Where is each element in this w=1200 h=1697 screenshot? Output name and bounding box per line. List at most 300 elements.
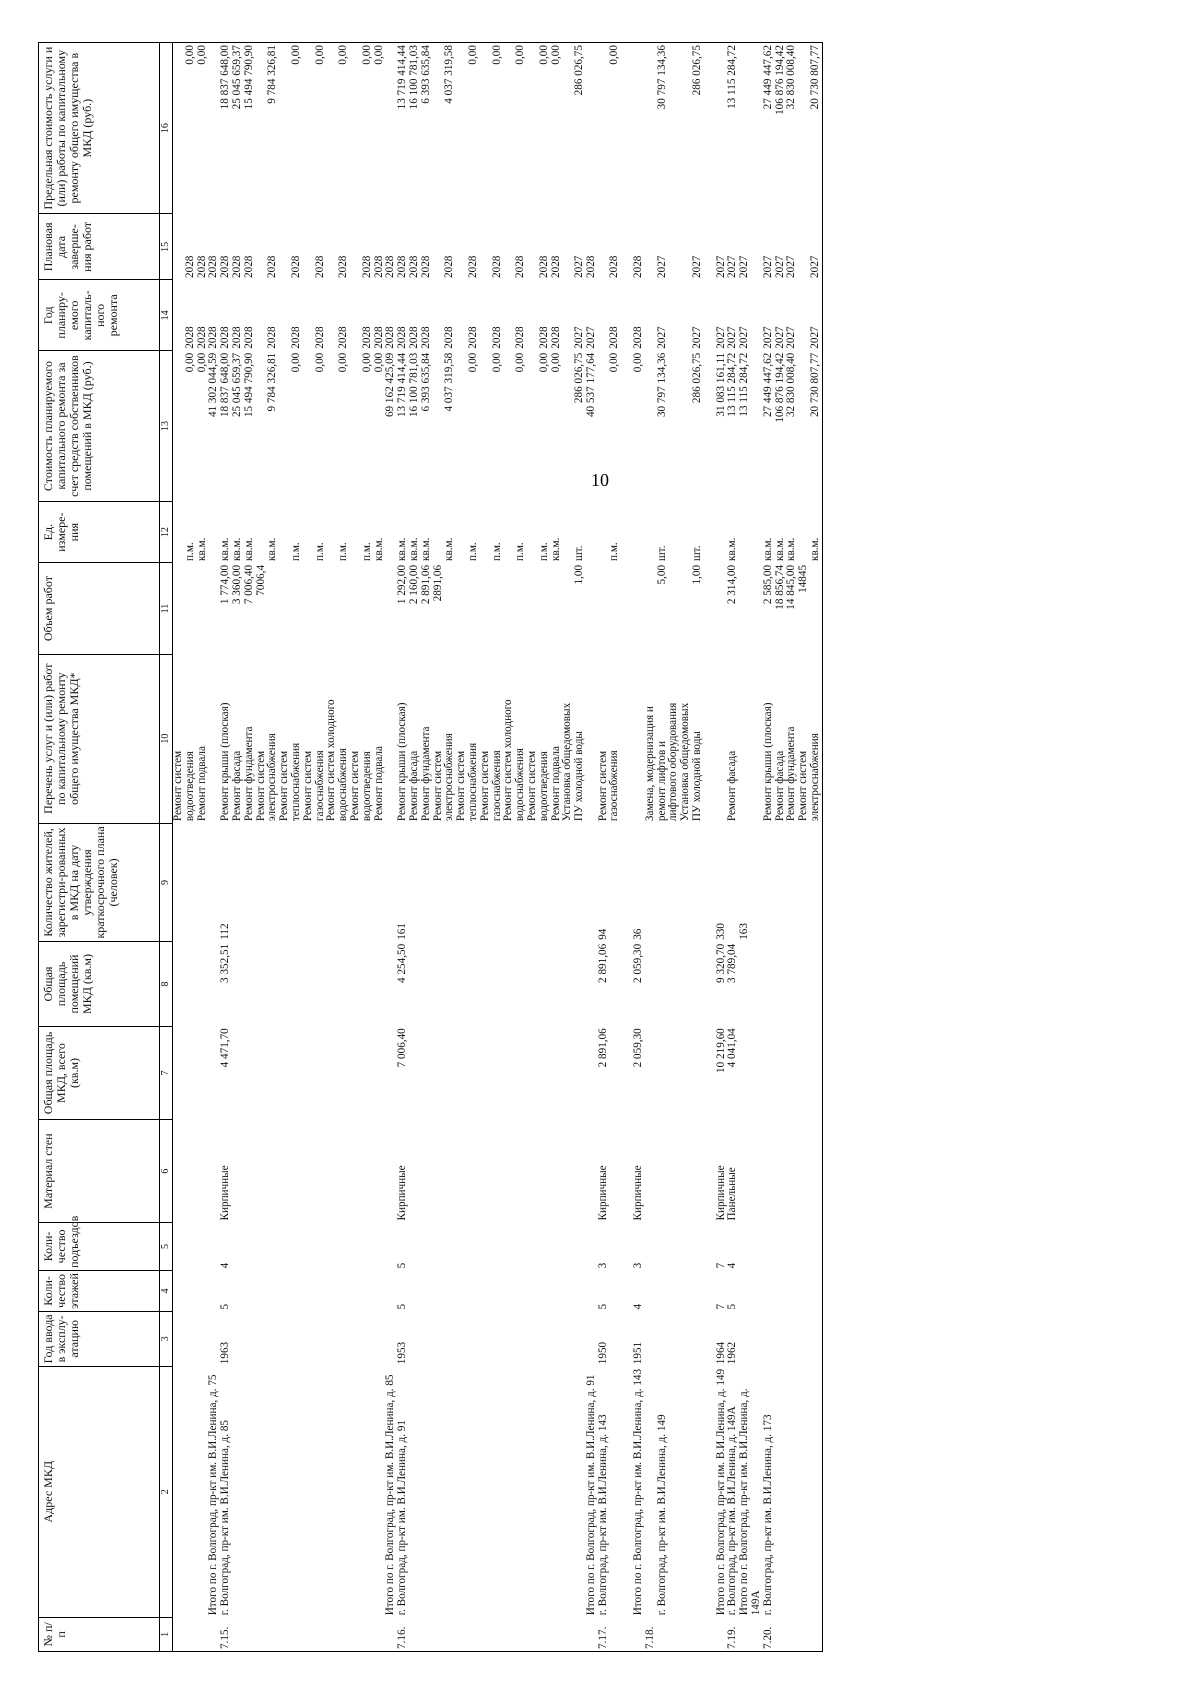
table-cell: [291, 1222, 303, 1270]
table-cell: 0,00: [185, 43, 197, 214]
table-cell: [598, 563, 610, 654]
table-cell: [551, 1311, 563, 1366]
table-cell: [480, 351, 492, 502]
table-cell: [374, 1120, 386, 1223]
table-cell: [409, 1222, 421, 1270]
table-cell: [173, 280, 185, 351]
table-cell: [444, 563, 456, 654]
table-cell: [692, 1366, 704, 1617]
table-cell: [315, 1120, 327, 1223]
table-row: [775, 43, 787, 1652]
table-cell: [338, 1366, 350, 1617]
column-number: 6: [160, 1120, 173, 1223]
column-number: 15: [160, 214, 173, 280]
table-row: [397, 43, 409, 1652]
table-cell: 2027: [773, 326, 786, 349]
table-cell: [621, 351, 633, 502]
table-cell: [527, 1311, 539, 1366]
table-cell: [468, 823, 480, 942]
table-cell: [503, 1617, 515, 1651]
table-cell: [291, 1366, 303, 1617]
table-cell: 15 494 790,90: [244, 43, 256, 214]
table-cell: [515, 1366, 527, 1617]
table-cell: [739, 563, 751, 654]
table-row: [326, 43, 338, 1652]
table-cell: [645, 43, 657, 214]
table-cell: [503, 942, 515, 1026]
table-cell: [668, 1222, 680, 1270]
table-cell: 13 115 284,72: [726, 352, 739, 417]
table-cell: Итого по г. Волгоград, пр-кт им. В.И.Ленина, д.: [738, 1388, 751, 1616]
table-cell: [609, 1222, 621, 1270]
table-cell: Ремонт систем: [455, 750, 468, 822]
table-cell: [551, 1120, 563, 1223]
table-cell: [244, 1311, 256, 1366]
table-cell: 7 006,40: [396, 1028, 409, 1068]
table-cell: [586, 1311, 598, 1366]
table-cell: 2028: [337, 255, 350, 278]
table-cell: [692, 1617, 704, 1651]
table-cell: [810, 1617, 822, 1651]
table-cell: 2028: [183, 326, 196, 349]
table-cell: [197, 1617, 209, 1651]
table-cell: г. Волгоград, пр-кт им. В.И.Ленина, д. 173: [761, 1414, 774, 1616]
table-cell: [609, 563, 621, 654]
table-cell: 2 891,06: [596, 1028, 609, 1068]
table-cell: [692, 1120, 704, 1223]
table-cell: [810, 823, 822, 942]
table-cell: [244, 942, 256, 1026]
table-cell: 18 837 648,00: [219, 352, 232, 418]
table-row: [539, 43, 551, 1652]
table-cell: 0,00: [289, 352, 302, 373]
table-cell: [586, 1270, 598, 1311]
table-cell: [362, 1222, 374, 1270]
table-cell: 2028: [242, 326, 255, 349]
table-cell: [775, 1270, 787, 1311]
table-cell: [291, 563, 303, 654]
table-cell: [668, 351, 680, 502]
table-cell: [173, 1120, 185, 1223]
table-cell: 5: [219, 1303, 232, 1310]
table-cell: 4: [726, 1262, 739, 1269]
table-cell: 27 449 447,62: [761, 352, 774, 418]
table-cell: водоснабжения: [337, 748, 350, 822]
table-cell: [739, 1270, 751, 1311]
table-cell: [798, 1366, 810, 1617]
table-cell: [657, 942, 669, 1026]
table-cell: 106 876 194,42: [773, 352, 786, 423]
table-cell: [609, 942, 621, 1026]
table-cell: 18 837 648,00: [220, 43, 232, 214]
table-cell: водоотведения: [537, 751, 550, 822]
table-cell: [680, 1270, 692, 1311]
table-cell: [739, 942, 751, 1026]
table-cell: [173, 1270, 185, 1311]
table-cell: [480, 1222, 492, 1270]
table-cell: кв.м.: [195, 537, 208, 561]
table-cell: [668, 1270, 680, 1311]
table-cell: [409, 942, 421, 1026]
table-cell: [680, 823, 692, 942]
column-number: 3: [160, 1311, 173, 1366]
table-cell: [751, 1026, 763, 1120]
table-cell: 7: [714, 1303, 727, 1310]
table-cell: [692, 1026, 704, 1120]
table-cell: 2028: [337, 326, 350, 349]
table-cell: [421, 1026, 433, 1120]
table-cell: ПУ холодной воды: [691, 731, 704, 822]
table-cell: [739, 43, 751, 214]
table-cell: [480, 1617, 492, 1651]
table-cell: [433, 1617, 445, 1651]
table-cell: [574, 1026, 586, 1120]
table-cell: [751, 1311, 763, 1366]
table-cell: [350, 1366, 362, 1617]
table-cell: [326, 43, 338, 214]
table-cell: 5: [596, 1303, 609, 1310]
table-cell: [444, 942, 456, 1026]
table-row: [444, 43, 456, 1652]
table-cell: [456, 1617, 468, 1651]
table-cell: [315, 1026, 327, 1120]
table-cell: 7.16.: [397, 1617, 409, 1651]
table-cell: [763, 823, 775, 942]
table-cell: 1951: [632, 1341, 645, 1365]
table-cell: 2028: [195, 326, 208, 349]
table-cell: 18 856,74: [773, 564, 786, 610]
table-cell: Кирпичные: [219, 1165, 232, 1221]
table-cell: [362, 942, 374, 1026]
table-cell: [433, 823, 445, 942]
table-cell: [551, 942, 563, 1026]
table-cell: [421, 1222, 433, 1270]
table-row: [680, 43, 692, 1652]
table-cell: [480, 501, 492, 563]
table-cell: [645, 351, 657, 502]
rotated-table-wrapper: [38, 42, 1200, 1652]
table-cell: 2028: [407, 326, 420, 349]
table-cell: 2027: [738, 326, 751, 349]
table-cell: [704, 1120, 716, 1223]
table-cell: [232, 1026, 244, 1120]
table-cell: [492, 823, 504, 942]
column-number: 7: [160, 1026, 173, 1120]
table-cell: 2028: [490, 255, 503, 278]
table-row: [492, 43, 504, 1652]
table-cell: п.м.: [360, 542, 373, 561]
table-cell: [291, 942, 303, 1026]
table-cell: 0,00: [551, 43, 563, 214]
table-cell: [798, 1311, 810, 1366]
table-cell: [680, 1366, 692, 1617]
table-cell: [763, 942, 775, 1026]
table-cell: [374, 1311, 386, 1366]
table-cell: Ремонт систем: [348, 750, 361, 822]
table-cell: [786, 1222, 798, 1270]
table-cell: 1950: [596, 1341, 609, 1365]
table-cell: [633, 43, 645, 214]
table-cell: 2 059,30: [632, 943, 645, 983]
table-cell: [303, 43, 315, 214]
table-cell: [645, 563, 657, 654]
table-row: [751, 43, 763, 1652]
table-cell: [267, 1270, 279, 1311]
table-cell: [668, 214, 680, 280]
table-cell: [586, 654, 598, 823]
table-cell: [256, 1311, 268, 1366]
table-cell: [244, 1120, 256, 1223]
table-cell: [574, 1120, 586, 1223]
table-cell: [798, 1617, 810, 1651]
table-cell: [480, 214, 492, 280]
table-cell: [315, 823, 327, 942]
table-cell: 0,00: [315, 43, 327, 214]
table-cell: [586, 942, 598, 1026]
table-cell: [645, 1222, 657, 1270]
table-cell: [303, 1270, 315, 1311]
table-cell: [326, 1617, 338, 1651]
table-cell: [303, 1366, 315, 1617]
table-cell: [468, 1026, 480, 1120]
table-cell: Ремонт подвала: [195, 746, 208, 822]
table-cell: [492, 1120, 504, 1223]
table-cell: [810, 1270, 822, 1311]
table-cell: г. Волгоград, пр-кт им. В.И.Ленина, д. 91: [396, 1419, 409, 1616]
table-cell: [468, 1270, 480, 1311]
column-number: 13: [160, 351, 173, 502]
table-cell: [480, 942, 492, 1026]
table-cell: 20 730 807,77: [810, 351, 822, 502]
table-cell: [704, 563, 716, 654]
table-cell: [279, 1222, 291, 1270]
table-cell: 2 585,00: [761, 564, 774, 605]
table-cell: Ремонт фундамента: [785, 726, 798, 822]
table-cell: [633, 563, 645, 654]
table-cell: 0,00: [195, 352, 208, 373]
table-cell: 2027: [810, 214, 822, 280]
table-cell: [657, 1026, 669, 1120]
table-cell: 9 320,70: [714, 943, 727, 983]
table-row: [385, 43, 397, 1652]
table-row: [515, 43, 527, 1652]
table-cell: [303, 1617, 315, 1651]
table-cell: [244, 1026, 256, 1120]
table-cell: [256, 1222, 268, 1270]
table-cell: [232, 942, 244, 1026]
table-cell: 7: [714, 1262, 727, 1269]
column-header: № п/п: [39, 1617, 160, 1651]
table-cell: [350, 563, 362, 654]
table-cell: [303, 501, 315, 563]
table-cell: 2027: [573, 326, 586, 349]
table-cell: [256, 1270, 268, 1311]
table-cell: [232, 1120, 244, 1223]
table-cell: [657, 823, 669, 942]
table-cell: [303, 351, 315, 502]
table-cell: 2028: [490, 326, 503, 349]
table-cell: Ремонт систем холодного: [325, 699, 338, 822]
table-row: [315, 43, 327, 1652]
table-cell: [444, 1026, 456, 1120]
table-cell: 36: [632, 928, 645, 940]
table-cell: водоснабжения: [514, 748, 527, 822]
table-cell: [539, 1120, 551, 1223]
table-cell: 13 719 414,44: [397, 43, 409, 214]
table-cell: [562, 1366, 574, 1617]
table-cell: [185, 1366, 197, 1617]
table-cell: г. Волгоград, пр-кт им. В.И.Ленина, д. 149: [655, 1414, 668, 1616]
table-cell: [480, 280, 492, 351]
table-cell: [456, 1270, 468, 1311]
table-cell: 7.20.: [763, 1617, 775, 1651]
table-cell: 4: [632, 1303, 645, 1310]
table-cell: 0,00: [514, 352, 527, 373]
table-cell: 2027: [785, 326, 798, 349]
table-cell: [551, 1366, 563, 1617]
table-cell: [539, 1222, 551, 1270]
table-cell: [444, 1366, 456, 1617]
table-cell: Ремонт фасада: [407, 750, 420, 822]
table-cell: [598, 43, 610, 214]
table-cell: Панельные: [726, 1167, 739, 1221]
table-cell: [256, 1120, 268, 1223]
table-cell: 2027: [761, 255, 774, 278]
table-cell: [786, 1026, 798, 1120]
table-cell: 2027: [761, 326, 774, 349]
table-cell: [574, 1311, 586, 1366]
table-cell: [645, 1270, 657, 1311]
table-cell: [668, 942, 680, 1026]
table-cell: [267, 563, 279, 654]
table-cell: [775, 1311, 787, 1366]
table-cell: [692, 942, 704, 1026]
table-cell: [810, 1311, 822, 1366]
table-cell: 2027: [738, 255, 751, 278]
table-cell: [444, 1120, 456, 1223]
table-cell: [786, 1617, 798, 1651]
table-cell: [197, 942, 209, 1026]
table-cell: 3 789,04: [726, 943, 739, 983]
table-cell: [551, 1026, 563, 1120]
table-cell: [668, 1617, 680, 1651]
table-cell: 0,00: [197, 43, 209, 214]
table-cell: [173, 1617, 185, 1651]
table-cell: [279, 43, 291, 214]
table-cell: [551, 1617, 563, 1651]
table-cell: [786, 1120, 798, 1223]
table-cell: [338, 1026, 350, 1120]
table-cell: п.м.: [466, 542, 479, 561]
table-cell: [362, 563, 374, 654]
table-cell: Ремонт систем: [278, 750, 291, 822]
table-cell: [303, 1222, 315, 1270]
table-cell: [492, 563, 504, 654]
table-cell: [350, 1270, 362, 1311]
table-row: [421, 43, 433, 1652]
table-cell: 2028: [632, 255, 645, 278]
table-cell: 2028: [207, 326, 220, 349]
table-cell: 7.18.: [645, 1617, 657, 1651]
table-cell: [515, 1311, 527, 1366]
table-cell: [680, 1222, 692, 1270]
table-cell: [668, 43, 680, 214]
table-cell: [668, 563, 680, 654]
table-cell: ремонт лифтов и: [655, 740, 668, 822]
table-cell: 0,00: [291, 43, 303, 214]
table-cell: [338, 1120, 350, 1223]
table-cell: Итого по г. Волгоград, пр-кт им. В.И.Ленина, д. 75: [207, 1374, 220, 1616]
table-cell: [704, 43, 716, 214]
table-cell: [503, 823, 515, 942]
table-cell: 0,00: [539, 43, 551, 214]
table-cell: 2027: [726, 326, 739, 349]
table-cell: [527, 1366, 539, 1617]
table-cell: [492, 1026, 504, 1120]
table-cell: Итого по г. Волгоград, пр-кт им. В.И.Ленина, д. 149: [714, 1368, 727, 1616]
table-cell: 2028: [549, 326, 562, 349]
table-cell: 2027: [726, 255, 739, 278]
table-cell: [763, 1120, 775, 1223]
table-cell: п.м.: [608, 542, 621, 561]
table-cell: [480, 1026, 492, 1120]
table-cell: [503, 351, 515, 502]
table-cell: 16 100 781,03: [409, 43, 421, 214]
column-number: 2: [160, 1366, 173, 1617]
table-cell: 9 784 326,81: [266, 352, 279, 412]
table-cell: [267, 1366, 279, 1617]
table-cell: 0,00: [372, 352, 385, 373]
table-cell: г. Волгоград, пр-кт им. В.И.Ленина, д. 85: [219, 1419, 232, 1616]
table-row: [244, 43, 256, 1652]
table-cell: [562, 1026, 574, 1120]
table-cell: [232, 1617, 244, 1651]
table-cell: [657, 1120, 669, 1223]
table-cell: г. Волгоград, пр-кт им. В.И.Ленина, д. 143: [596, 1414, 609, 1616]
column-header: Коли-чество этажей: [39, 1270, 160, 1311]
table-row: [291, 43, 303, 1652]
table-cell: [586, 43, 598, 214]
table-cell: [539, 1026, 551, 1120]
table-cell: [621, 1617, 633, 1651]
table-row: [598, 43, 610, 1652]
table-cell: 1,00: [691, 564, 704, 585]
table-row: [763, 43, 775, 1652]
table-cell: [810, 1026, 822, 1120]
table-cell: [739, 654, 751, 823]
table-cell: Кирпичные: [596, 1165, 609, 1221]
table-row: [798, 43, 810, 1652]
table-row: [208, 43, 220, 1652]
table-cell: [574, 942, 586, 1026]
table-cell: 2028: [514, 326, 527, 349]
table-cell: [586, 823, 598, 942]
table-cell: [527, 214, 539, 280]
table-cell: [775, 1222, 787, 1270]
table-cell: [197, 1311, 209, 1366]
table-row: [645, 43, 657, 1652]
table-cell: 0,00: [609, 43, 621, 214]
table-cell: 3: [596, 1262, 609, 1269]
table-cell: [562, 1120, 574, 1223]
table-cell: [338, 1617, 350, 1651]
table-cell: [657, 1311, 669, 1366]
table-cell: кв.м.: [443, 537, 456, 561]
table-cell: [657, 1270, 669, 1311]
column-header: Год планиру-емого капиталь-ного ремонта: [39, 280, 160, 351]
table-cell: [515, 1222, 527, 1270]
table-cell: 2028: [384, 255, 397, 278]
